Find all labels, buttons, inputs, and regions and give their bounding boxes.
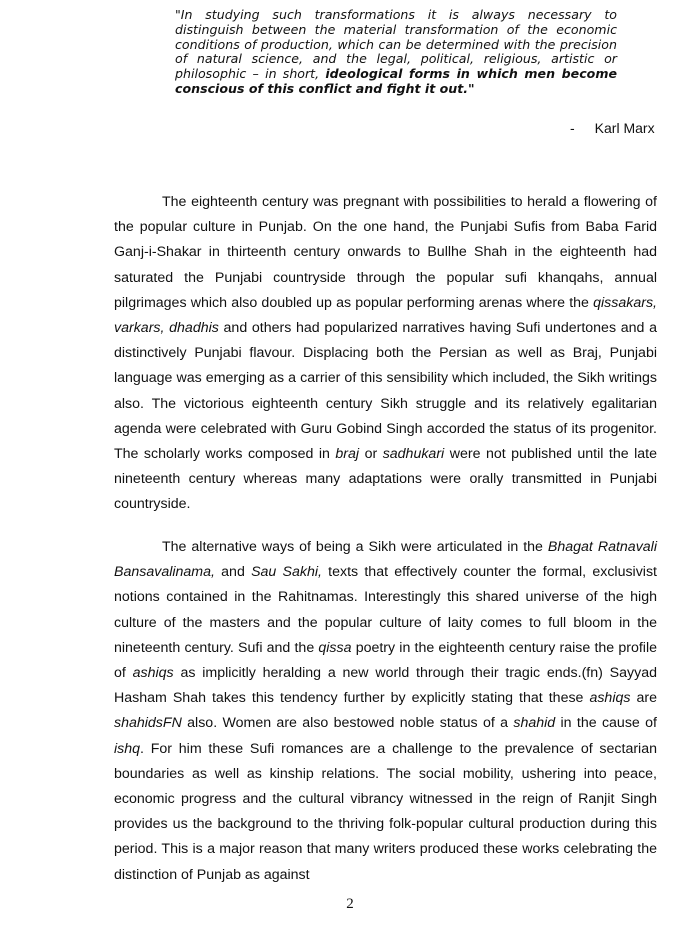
- epigraph-quote: [175, 8, 617, 97]
- italic-term: sadhukari: [382, 446, 445, 463]
- attribution-dash: -: [570, 120, 575, 136]
- text-run: in the cause of: [555, 715, 657, 732]
- italic-term: shahid: [513, 715, 556, 732]
- text-run: poetry in the eighteenth century raise the profile of: [114, 639, 658, 682]
- italic-term: braj: [335, 446, 360, 463]
- text-run: The eighteenth century was pregnant with possibilities to herald a flowering of the popular culture in Punjab. On the one hand, the Punjabi Sufis from Baba Farid Ganj-i-Shakar in thirteenth century onwards to Bullhe Shah in the eighteenth had saturated the Punjabi countryside through the popular sufi khanqahs, annual pilgrimages which also doubled up as popular performing arenas where the: [114, 194, 657, 311]
- body-paragraph-1: [114, 190, 657, 518]
- italic-term: ashiqs: [132, 665, 174, 682]
- text-run: were not published until the late nineteenth century whereas many adaptations were orally transmitted in Punjabi countryside.: [114, 446, 657, 513]
- text-run: . For him these Sufi romances are a challenge to the prevalence of sectarian boundaries as well as kinship relations. The social mobility, ushering into peace, economic progress and the cultural vibrancy witnessed in the reign of Ranjit Singh provides us the background to the thriving folk-popular cultural production during this period. This is a major reason that many writers produced these works celebrating the distinction of Punjab as against: [114, 740, 657, 883]
- italic-term: ishq: [114, 740, 141, 757]
- attribution-author: Karl Marx: [594, 120, 655, 136]
- text-run: and: [214, 564, 252, 581]
- italic-term: Sau Sakhi,: [251, 564, 322, 581]
- text-run: are: [630, 690, 657, 707]
- text-run: also. Women are also bestowed noble status of a: [181, 715, 514, 732]
- italic-term: ashiqs: [589, 690, 631, 707]
- text-run: The alternative ways of being a Sikh were articulated in the: [162, 539, 548, 555]
- epigraph-attribution: [570, 120, 655, 136]
- text-run: texts that effectively counter the formal, exclusivist notions contained in the Rahitnamas. Interestingly this shared universe of the high culture of the masters and the popular culture of laity comes to full bloom in the nineteenth century. Sufi and the: [114, 564, 657, 656]
- italic-term: Bhagat Ratnavali Bansavalinama,: [114, 539, 657, 581]
- body-paragraph-2: [114, 535, 657, 888]
- italic-term: shahidsFN: [114, 715, 182, 732]
- text-run: and others had popularized narratives having Sufi undertones and a distinctively Punjabi flavour. Displacing both the Persian as well as Braj, Punjabi language was emerging as a carrier of this sensibility which included, the Sikh writings also. The victorious eighteenth century Sikh struggle and its relatively egalitarian agenda were celebrated with Guru Gobind Singh accorded the status of its progenitor. The scholarly works composed in: [114, 320, 657, 463]
- epigraph-text: "In studying such transformations it is always necessary to distinguish between the material transformation of the economic conditions of production, which can be determined with the precision of natural science, and the legal, political, religious, artistic or philosophic – in short,: [175, 7, 617, 82]
- italic-term: qissa: [318, 639, 352, 656]
- text-run: as implicitly heralding a new world through their tragic ends.(fn) Sayyad Hasham Shah takes this tendency further by explicitly stating that these: [114, 665, 657, 707]
- text-run: or: [359, 446, 383, 463]
- italic-term: qissakars, varkars, dhadhis: [114, 294, 657, 337]
- epigraph-bold-text: ideological forms in which men become conscious of this conflict and fight it out.": [175, 66, 617, 96]
- page-number: 2: [346, 896, 354, 912]
